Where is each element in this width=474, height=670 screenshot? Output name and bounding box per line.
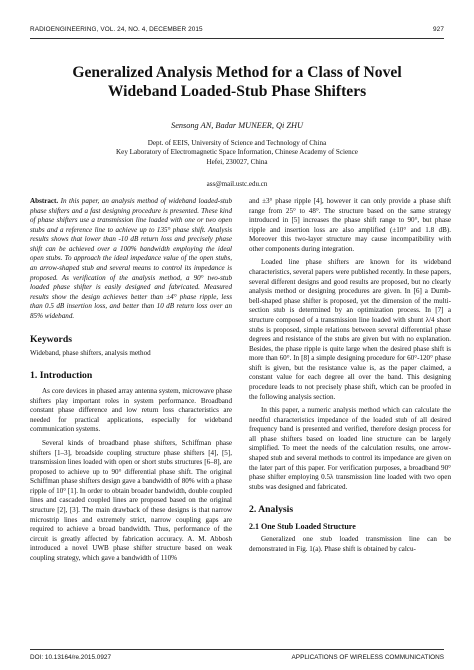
abstract	[30, 197, 232, 322]
title-line-1: Generalized Analysis Method for a Class of Novel	[72, 64, 402, 81]
intro-paragraph-3: Loaded line phase shifters are known for its wideband characteristics, several papers were published recently. In these papers, several different designs and good results are proposed, but no clearly analysis method or designing procedures are given. In [6] a Dumb-bell-shaped phase shifter is proposed, yet the dimension of the multi-section stub is determined by an optimization process. In [7] a structure composed of a transmission line loaded with shunt λ/4 short stubs is proposed, simple relations between several differential phase degrees and resistance of the stubs are given but with no explanation. Besides, the phase ripple is quite large when the desired phase shift is more than 60°. In [8] a simple designing procedure for 60°-120° phase shift is given, but the resistance value is, as the paper claimed, a constant value for each degree all over the band. This designing procedure leads to not precisely phase shift, which can be proofed in the following analysis section.	[249, 258, 451, 401]
paper-title	[30, 63, 444, 101]
intro-paragraph-2-continued: and ±3° phase ripple [4], however it can only provide a phase shift range from 25° to 48°. The structure based on the same strategy introduced in [5] increases the phase shift range to 90°, but phase ripple and insertion loss are also amplified (±10° and 1.8 dB). Moreover this two-layer structure may cause incompatibility with other components during integration.	[249, 197, 451, 253]
running-header	[30, 26, 444, 33]
doi-text: DOI: 10.13164/re.2015.0927	[30, 654, 112, 661]
header-divider	[30, 38, 444, 39]
keywords-heading: Keywords	[30, 333, 72, 345]
title-line-2: Wideband Loaded-Stub Phase Shifters	[107, 83, 367, 100]
author-list: Sensong AN, Badar MUNEER, Qi ZHU	[171, 121, 303, 130]
section-2-heading: 2. Analysis	[249, 504, 294, 516]
right-column	[249, 197, 451, 555]
section-category: APPLICATIONS OF WIRELESS COMMUNICATIONS	[291, 654, 444, 661]
page-number: 927	[433, 26, 444, 33]
footer-divider	[30, 649, 444, 650]
abstract-label: Abstract.	[30, 197, 59, 205]
analysis-paragraph-1: Generalized one stub loaded transmission line can be demonstrated in Fig. 1(a). Phase shift is obtained by calcu-	[249, 535, 451, 553]
keywords-text: Wideband, phase shifters, analysis method	[30, 348, 151, 357]
running-footer	[30, 654, 444, 661]
intro-paragraph-2: Several kinds of broadband phase shifters, Schiffman phase shifters [1–3], broadside coupling structure phase shifters [4], [5], transmission lines loaded with open or short stubs structures [6–8], are proposed to achieve up to 90° differential phase shift. The original Schiffman phase shifters design gave a bandwidth of 80% with a phase ripple of 10° [1]. In order to obtain broader bandwidth, double coupled lines and cascaded coupled lines are proposed based on the original structure [2], [3]. The main drawback of these designs is that narrow microstrip lines and extremely strict, narrow coupling gaps are required to achieve a broad bandwidth. Thus, performance of the circuit is greatly affected by fabrication accuracy. A. M. Abbosh introduced a novel UWB phase shifter structure based on weak coupling strategy, which gave a bandwidth of 110%	[30, 438, 232, 562]
affiliation-line-1: Dept. of EEIS, University of Science and Technology of China	[147, 139, 327, 147]
subsection-2-1-heading: 2.1 One Stub Loaded Structure	[249, 522, 356, 532]
affiliation-line-3: Hefei, 230027, China	[206, 157, 268, 166]
section-1-heading: 1. Introduction	[30, 370, 93, 382]
intro-paragraph-4: In this paper, a numeric analysis method which can calculate the needful characteristics impedance of the loaded stub of all desired frequency band is presented and verified, therefore design process for all phase shifters based on loaded line structure can be largely simplified. To meet the needs of the calculation results, one arrow-shaped stub and several methods to control its impedance are given on the later part of this paper. For verification purposes, a broadband 90° phase shifter employing 0.5λ transmission line loaded with two open stubs was designed and fabricated.	[249, 406, 451, 491]
left-column	[30, 197, 232, 564]
journal-info: RADIOENGINEERING, VOL. 24, NO. 4, DECEMBER 2015	[30, 26, 203, 33]
author-email[interactable]: ass@mail.ustc.edu.cn	[206, 180, 268, 188]
intro-paragraph-1: As core devices in phased array antenna system, microwave phase shifters play important roles in system performance. Broadband constant phase difference and low return loss characteristics are needed for practical applications, especially for wideband communication systems.	[30, 387, 232, 434]
abstract-text: In this paper, an analysis method of wideband loaded-stub phase shifters and a fast designing procedure is presented. These kind of phase shifters use a transmission line loaded with one or two open stubs and a reference line to achieve up to 135° phase shift. Analysis results shows that lower than -10 dB return loss and precisely phase shift can be achieved over a 100% bandwidth employing the ideal open stubs. To approach the ideal impedance value of the open stubs, an arrow-shaped stub and several means to control its impedance is proposed. As verification of the analysis method, a 90° two-stub loaded phase shifter is easily designed and fabricated. Measured results show the design achieves better than ±4° phase ripple, less than 0.5 dB insertion loss, and better than 10 dB return loss over an 85% wideband.	[30, 197, 232, 320]
affiliation-line-2: Key Laboratory of Electromagnetic Space Information, Chinese Academy of Science	[116, 148, 358, 157]
affiliation	[30, 139, 444, 167]
